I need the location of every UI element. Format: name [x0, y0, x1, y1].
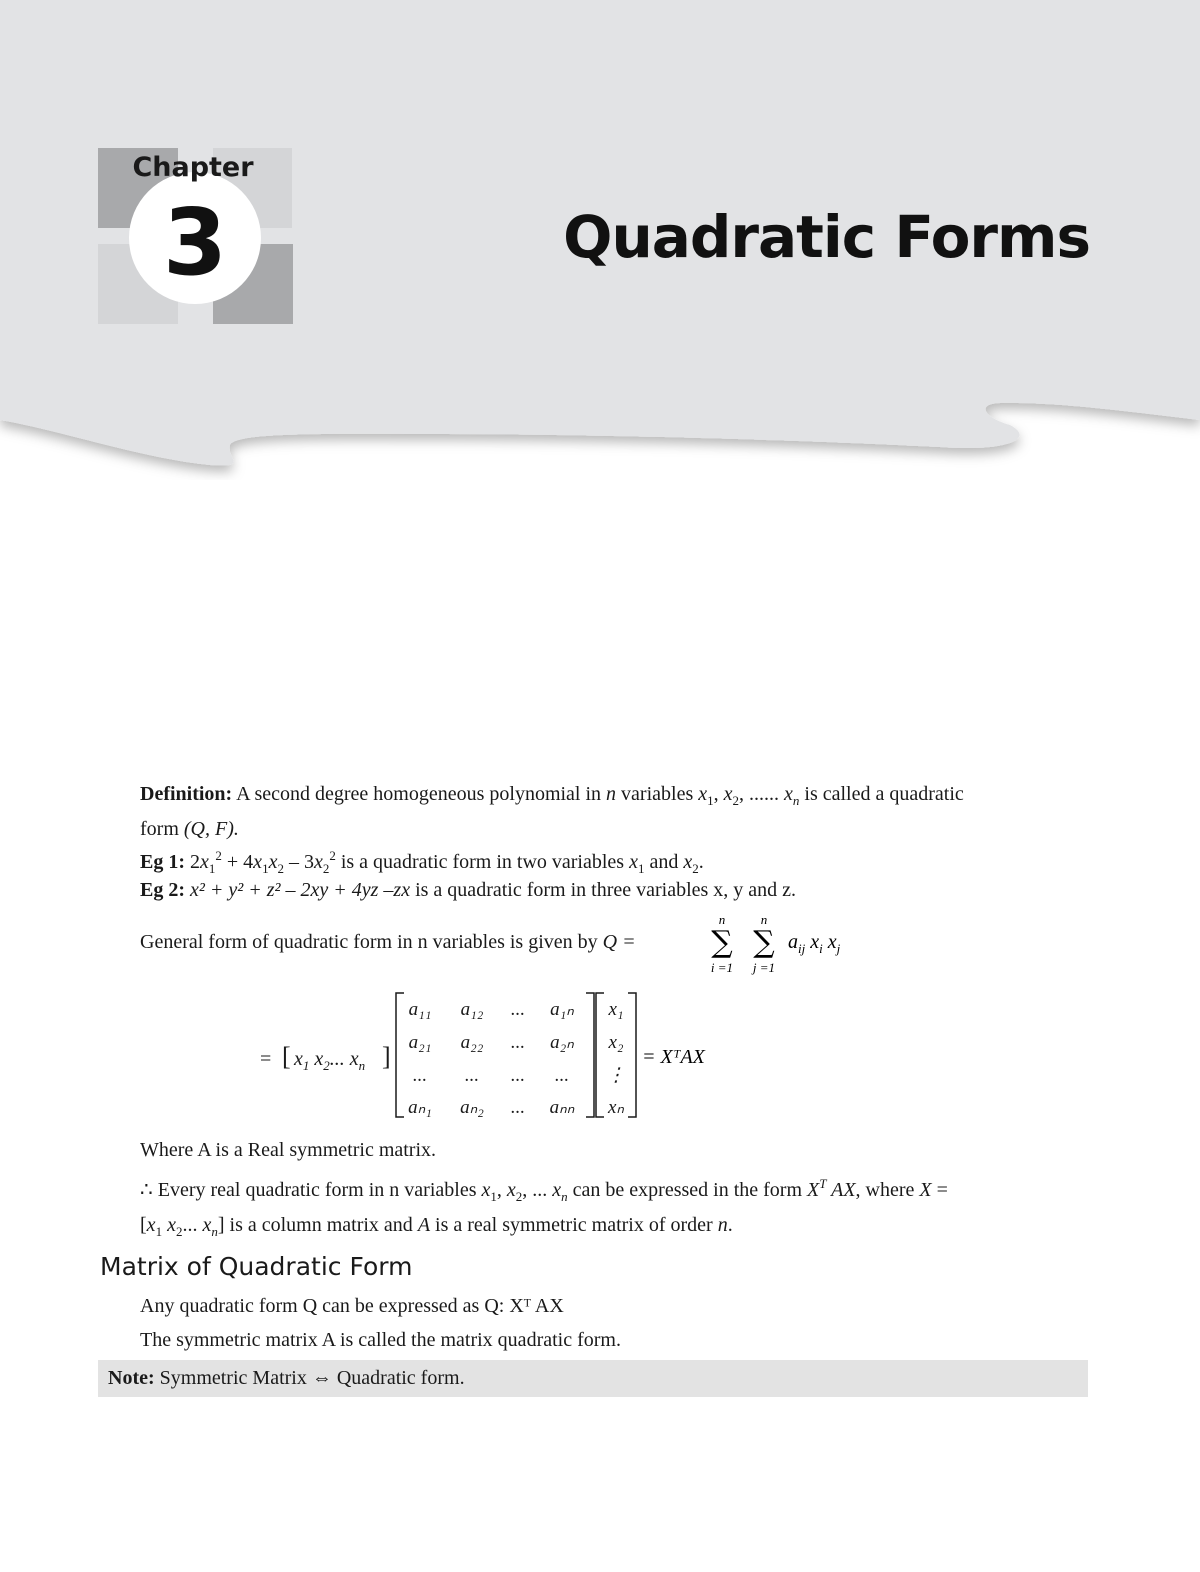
svg-text:x1 x2... xn: $x_1$ $x_2$... $x_n$ [294, 1048, 366, 1073]
matrix-a-cell: aₙ₂ [460, 1097, 484, 1118]
definition-label: Definition: [140, 783, 233, 805]
svg-text:[: [ [282, 1042, 291, 1071]
note-box [98, 1360, 1088, 1397]
matrix-a-cell: aₙ₁ [408, 1097, 432, 1118]
matrix-a-cell: a₁₁ [408, 999, 432, 1020]
matrix-a-cell: ... [510, 1032, 526, 1053]
definition-paragraph: Definition: A second degree homogeneous polynomial in n variables $x_1$, $x_2$, ...... $x_n$ is called a quadratic form (Q, F). [140, 783, 964, 840]
matrix-a-cell: ... [510, 1097, 526, 1118]
section-line-2: The symmetric matrix A is called the matrix quadratic form. [140, 1329, 621, 1351]
matrix-a-cell: aₙₙ [549, 1097, 575, 1118]
matrix-a-cell: ... [464, 1065, 480, 1086]
matrix-a-cell: a₂ₙ [550, 1032, 574, 1053]
chapter-label: Chapter [132, 152, 254, 183]
svg-text:aij xi xj: $a_{ij}$ $x_i$ $x_j$ [788, 931, 841, 956]
chapter-title: Quadratic Forms [563, 203, 1090, 271]
matrix-a-cell: ... [510, 999, 526, 1020]
double-summation-formula [700, 910, 900, 980]
svg-text:∑: ∑ [711, 925, 733, 960]
svg-text:n: n [718, 912, 726, 927]
general-form-line: General form of quadratic form in n variables is given by Q = [140, 931, 636, 953]
svg-text:j =1: j =1 [752, 960, 776, 975]
matrix-a-cell: ... [554, 1065, 570, 1086]
vector-x-cell: x₂ [608, 1032, 624, 1053]
section-line-1: Any quadratic form Q can be expressed as Q: Xᵀ AX [140, 1295, 564, 1317]
example-2: Eg 2: x² + y² + z² – 2xy + 4yz –zx is a quadratic form in three variables x, y and z. [140, 879, 797, 901]
svg-text:]: ] [382, 1042, 391, 1071]
example-1: Eg 1: $2x_1^2 + 4x_1x_2 - 3x_2^2$ is a quadratic form in two variables $x_1$ and $x_2$. [140, 848, 704, 876]
where-line: Where A is a Real symmetric matrix. [140, 1139, 437, 1161]
therefore-paragraph: ∴ Every real quadratic form in n variables $x_1$, $x_2$, ... $x_n$ can be expressed in the form $X^T$ AX, where X = [$x_1$ $x_2$... $x_n$] is a column matrix and A is a real symmetric matrix of order n. [140, 1176, 948, 1239]
svg-text:∑: ∑ [753, 925, 775, 960]
vector-x-cell: ⋮ [606, 1065, 626, 1086]
vector-x-cell: x₁ [608, 999, 624, 1020]
matrix-a-cell: a₂₂ [460, 1032, 484, 1053]
svg-text:=: = [260, 1048, 272, 1070]
note-label: Note: [108, 1367, 155, 1389]
svg-text:i =1: i =1 [710, 960, 734, 975]
matrix-a-cell: a₁ₙ [550, 999, 574, 1020]
section-heading: Matrix of Quadratic Form [100, 1252, 413, 1281]
matrix-a-cell: a₂₁ [408, 1032, 432, 1053]
matrix-a-cell: ... [412, 1065, 428, 1086]
matrix-equation [250, 985, 750, 1125]
note-text: Symmetric Matrix ⇔ Quadratic form. [159, 1367, 465, 1389]
vector-x-cell: xₙ [607, 1097, 625, 1118]
matrix-result: = XᵀAX [642, 1046, 705, 1068]
matrix-a-cell: a₁₂ [460, 999, 484, 1020]
svg-text:n: n [760, 912, 768, 927]
chapter-number: 3 [162, 189, 227, 296]
matrix-a-cell: ... [510, 1065, 526, 1086]
